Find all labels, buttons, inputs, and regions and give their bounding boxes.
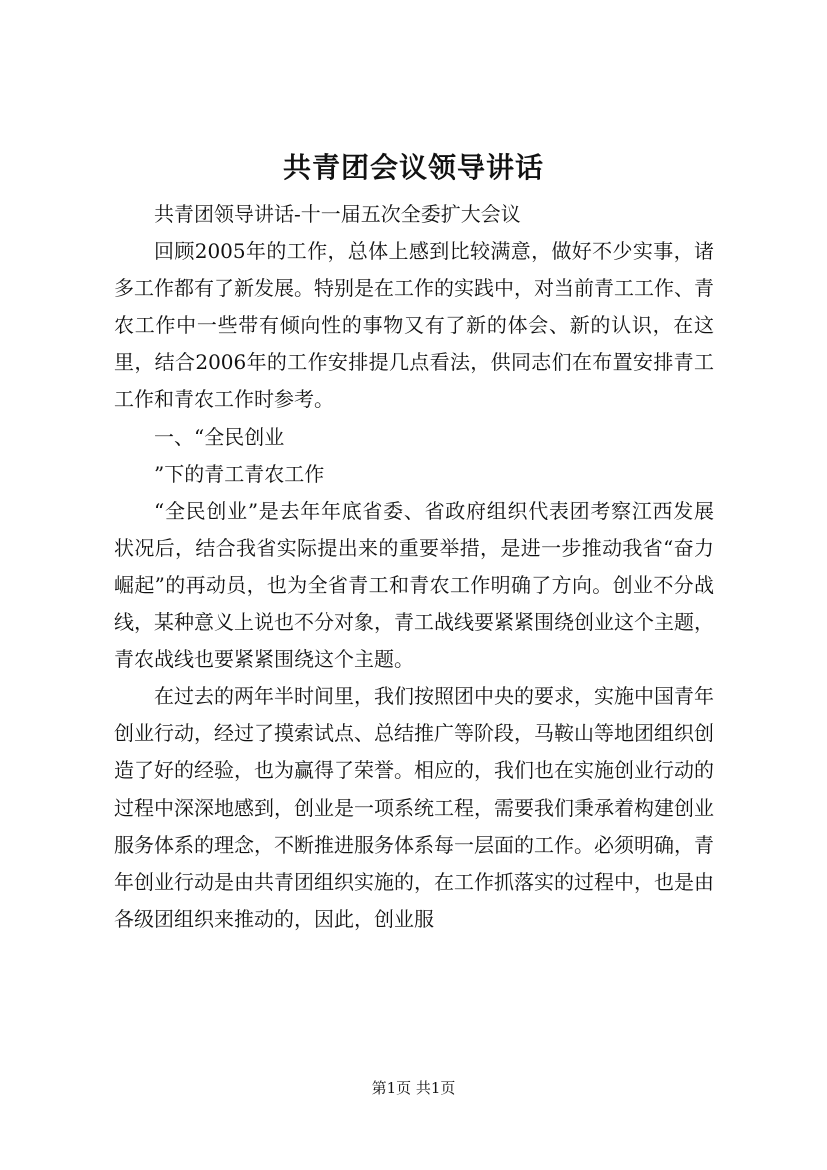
section-heading-continued: ”下的青工青农工作 <box>154 461 325 486</box>
body-paragraph: “全民创业”是去年年底省委、省政府组织代表团考察江西发展状况后，结合我省实际提出来的重要举措，是进一步推动我省“奋力崛起”的再动员，也为全省青工和青农工作明确了方向。创业不分战线，某种意义上说也不分对象，青工战线要紧紧围绕创业这个主题，青农战线也要紧紧围绕这个主题。 <box>114 498 714 672</box>
subtitle-paragraph: 共青团领导讲话-十一届五次全委扩大会议 <box>154 202 521 226</box>
section-heading: 一、“全民创业 <box>154 424 285 449</box>
document-title: 共青团会议领导讲话 <box>282 151 544 184</box>
body-paragraph: 在过去的两年半时间里，我们按照团中央的要求，实施中国青年创业行动，经过了摸索试点、总结推广等阶段，马鞍山等地团组织创造了好的经验，也为赢得了荣誉。相应的，我们也在实施创业行动的过程中深深地感到，创业是一项系统工程，需要我们秉承着构建创业服务体系的理念，不断推进服务体系每一层面的工作。必须明确，青年创业行动是由共青团组织实施的，在工作抓落实的过程中，也是由各级团组织来推动的，因此，创业服 <box>114 684 714 931</box>
page-number-footer: 第1页 共1页 <box>371 1079 456 1097</box>
body-paragraph: 回顾2005年的工作，总体上感到比较满意，做好不少实事，诸多工作都有了新发展。特别是在工作的实践中，对当前青工工作、青农工作中一些带有倾向性的事物又有了新的体会、新的认识，在这里，结合2006年的工作安排提几点看法，供同志们在布置安排青工工作和青农工作时参考。 <box>114 239 714 412</box>
document-body <box>114 196 714 938</box>
